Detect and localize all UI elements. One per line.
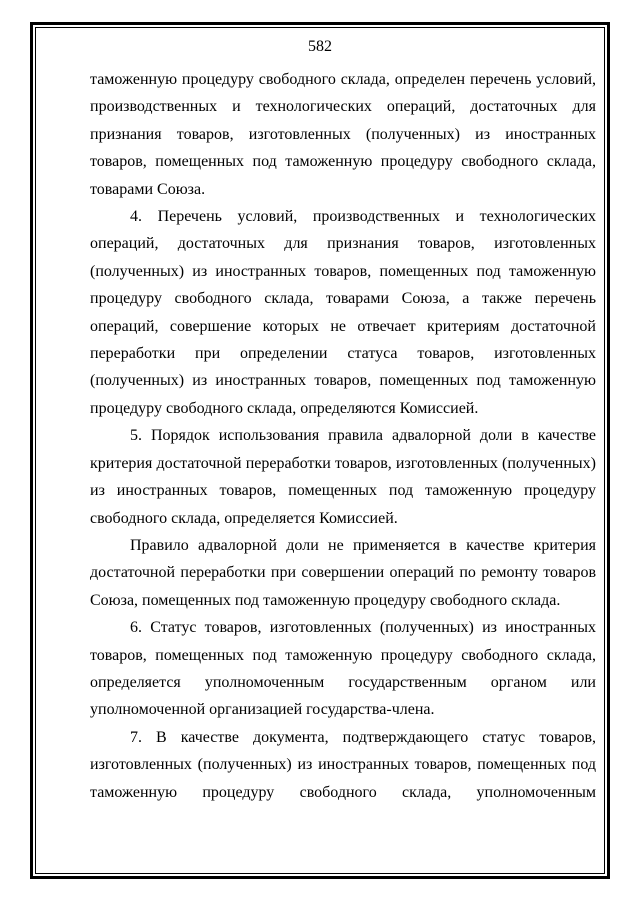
document-body xyxy=(90,66,596,806)
paragraph-item-5: 5. Порядок использования правила адвалорной доли в качестве критерия достаточной переработки товаров, изготовленных (полученных) из иностранных товаров, помещенных под таможенную процедуру свободного склада, определяется Комиссией. xyxy=(90,427,596,527)
paragraph-item-6: 6. Статус товаров, изготовленных (полученных) из иностранных товаров, помещенных под таможенную процедуру свободного склада, определяется уполномоченным государственным органом или уполномоченной организацией государства-члена. xyxy=(90,619,596,719)
page-number: 582 xyxy=(308,38,332,55)
paragraph-advalorem-rule: Правило адвалорной доли не применяется в качестве критерия достаточной переработки при совершении операций по ремонту товаров Союза, помещенных под таможенную процедуру свободного склада. xyxy=(90,536,596,609)
paragraph-continuation: таможенную процедуру свободного склада, определен перечень условий, производственных и технологических операций, достаточных для признания товаров, изготовленных (полученных) из иностранных товаров, помещенных под таможенную процедуру свободного склада, товарами Союза. xyxy=(90,71,596,198)
paragraph-item-7: 7. В качестве документа, подтверждающего статус товаров, изготовленных (полученных) из иностранных товаров, помещенных под таможенную процедуру свободного склада, уполномоченным xyxy=(90,728,596,801)
paragraph-item-4: 4. Перечень условий, производственных и технологических операций, достаточных для признания товаров, изготовленных (полученных) из иностранных товаров, помещенных под таможенную процедуру свободного склада, товарами Союза, а также перечень операций, совершение которых не отвечает критериям достаточной переработки при определении статуса товаров, изготовленных (полученных) из иностранных товаров, помещенных под таможенную процедуру свободного склада, определяются Комиссией. xyxy=(90,208,596,417)
